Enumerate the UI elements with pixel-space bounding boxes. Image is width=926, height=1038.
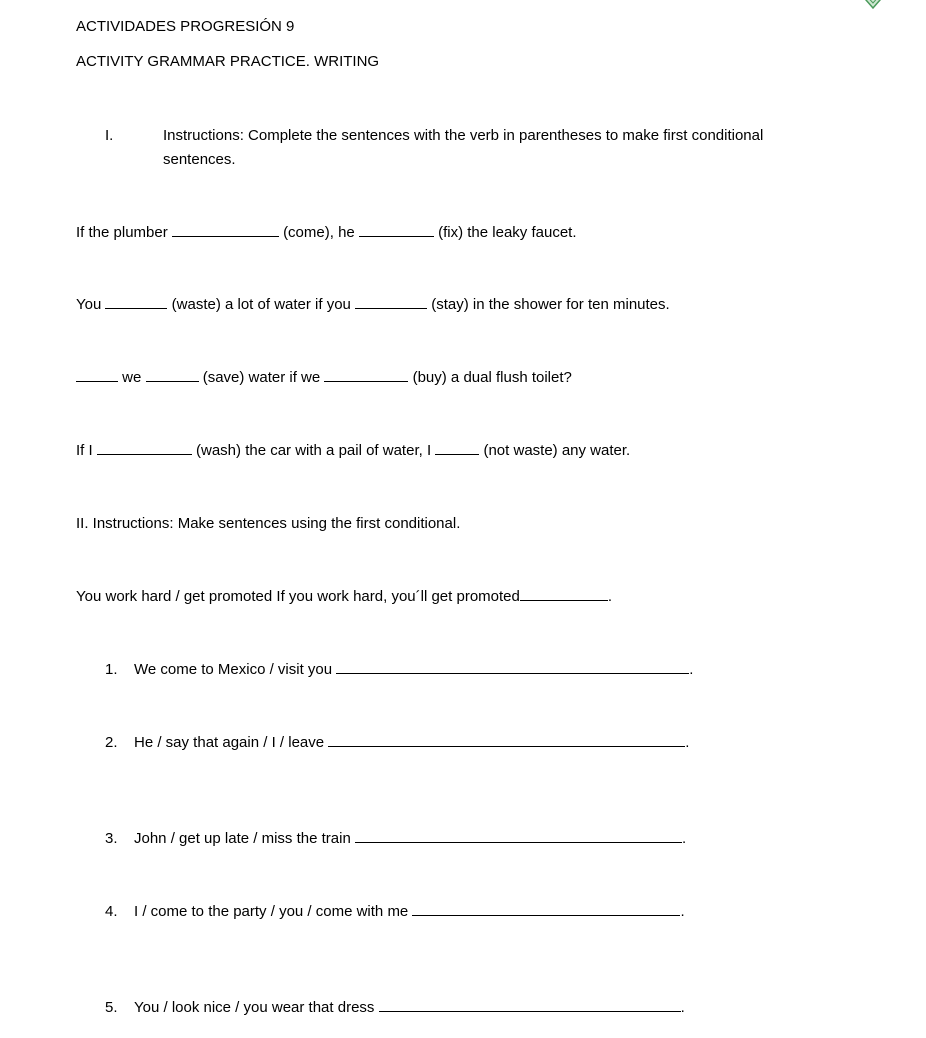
sentence-3-blank-1[interactable] [76, 369, 118, 382]
item-3-text: John / get up late / miss the train [134, 830, 351, 847]
item-2-answer-blank[interactable] [328, 734, 685, 747]
sentence-3-part-a: we [122, 369, 142, 386]
item-5-text: You / look nice / you wear that dress [134, 999, 375, 1016]
item-1 [134, 661, 693, 679]
sentence-2-part-c: (stay) in the shower for ten minutes. [431, 296, 670, 313]
sentence-4-part-b: (wash) the car with a pail of water, I [196, 442, 432, 459]
item-1-answer-blank[interactable] [336, 661, 689, 674]
item-2-period: . [685, 734, 690, 751]
item-2-number: 2. [105, 734, 118, 751]
sentence-1-part-b: (come), he [283, 224, 355, 241]
part2-example [76, 588, 612, 606]
item-4 [134, 903, 685, 921]
sentence-4-blank-2[interactable] [435, 442, 479, 455]
sentence-1 [76, 224, 577, 242]
item-3-answer-blank[interactable] [355, 830, 682, 843]
sentence-3-part-c: (buy) a dual flush toilet? [412, 369, 572, 386]
sentence-1-blank-2[interactable] [359, 224, 434, 237]
sentence-1-part-a: If the plumber [76, 224, 168, 241]
item-4-text: I / come to the party / you / come with me [134, 903, 409, 920]
sentence-2-blank-2[interactable] [355, 296, 427, 309]
sentence-3-blank-3[interactable] [324, 369, 408, 382]
item-2 [134, 734, 689, 752]
part2-example-text: You work hard / get promoted If you work hard, you´ll get promoted [76, 588, 520, 605]
part2-example-period: . [607, 588, 613, 605]
part2-instructions: II. Instructions: Make sentences using the first conditional. [76, 515, 461, 532]
item-4-period: . [680, 903, 685, 920]
document-title: ACTIVIDADES PROGRESIÓN 9 [76, 18, 295, 35]
item-1-text: We come to Mexico / visit you [134, 661, 333, 678]
sentence-2 [76, 296, 670, 314]
item-1-period: . [689, 661, 694, 678]
item-5-answer-blank[interactable] [379, 999, 681, 1012]
item-3-number: 3. [105, 830, 118, 847]
sentence-1-part-c: (fix) the leaky faucet. [438, 224, 577, 241]
part1-instructions-line1: Instructions: Complete the sentences with the verb in parentheses to make first conditional [163, 127, 764, 144]
corner-logo-icon [857, 0, 889, 10]
sentence-2-part-a: You [76, 296, 102, 313]
sentence-4-blank-1[interactable] [97, 442, 192, 455]
sentence-3-part-b: (save) water if we [202, 369, 321, 386]
sentence-4-part-a: If I [76, 442, 93, 459]
item-3 [134, 830, 686, 848]
sentence-2-blank-1[interactable] [105, 296, 167, 309]
item-5-period: . [680, 999, 685, 1016]
sentence-4 [76, 442, 630, 460]
item-4-number: 4. [105, 903, 118, 920]
item-1-number: 1. [105, 661, 118, 678]
part1-numeral: I. [105, 127, 114, 144]
part2-example-blank[interactable] [520, 588, 608, 601]
item-5-number: 5. [105, 999, 118, 1016]
item-5 [134, 999, 685, 1017]
sentence-1-blank-1[interactable] [172, 224, 279, 237]
part1-instructions-line2: sentences. [163, 151, 236, 168]
item-4-answer-blank[interactable] [412, 903, 680, 916]
sentence-2-part-b: (waste) a lot of water if you [171, 296, 351, 313]
item-3-period: . [681, 830, 687, 847]
item-2-text: He / say that again / I / leave [134, 734, 325, 751]
sentence-3 [76, 369, 572, 387]
sentence-3-blank-2[interactable] [146, 369, 199, 382]
sentence-4-part-c: (not waste) any water. [483, 442, 631, 459]
activity-subtitle: ACTIVITY GRAMMAR PRACTICE. WRITING [76, 53, 380, 70]
